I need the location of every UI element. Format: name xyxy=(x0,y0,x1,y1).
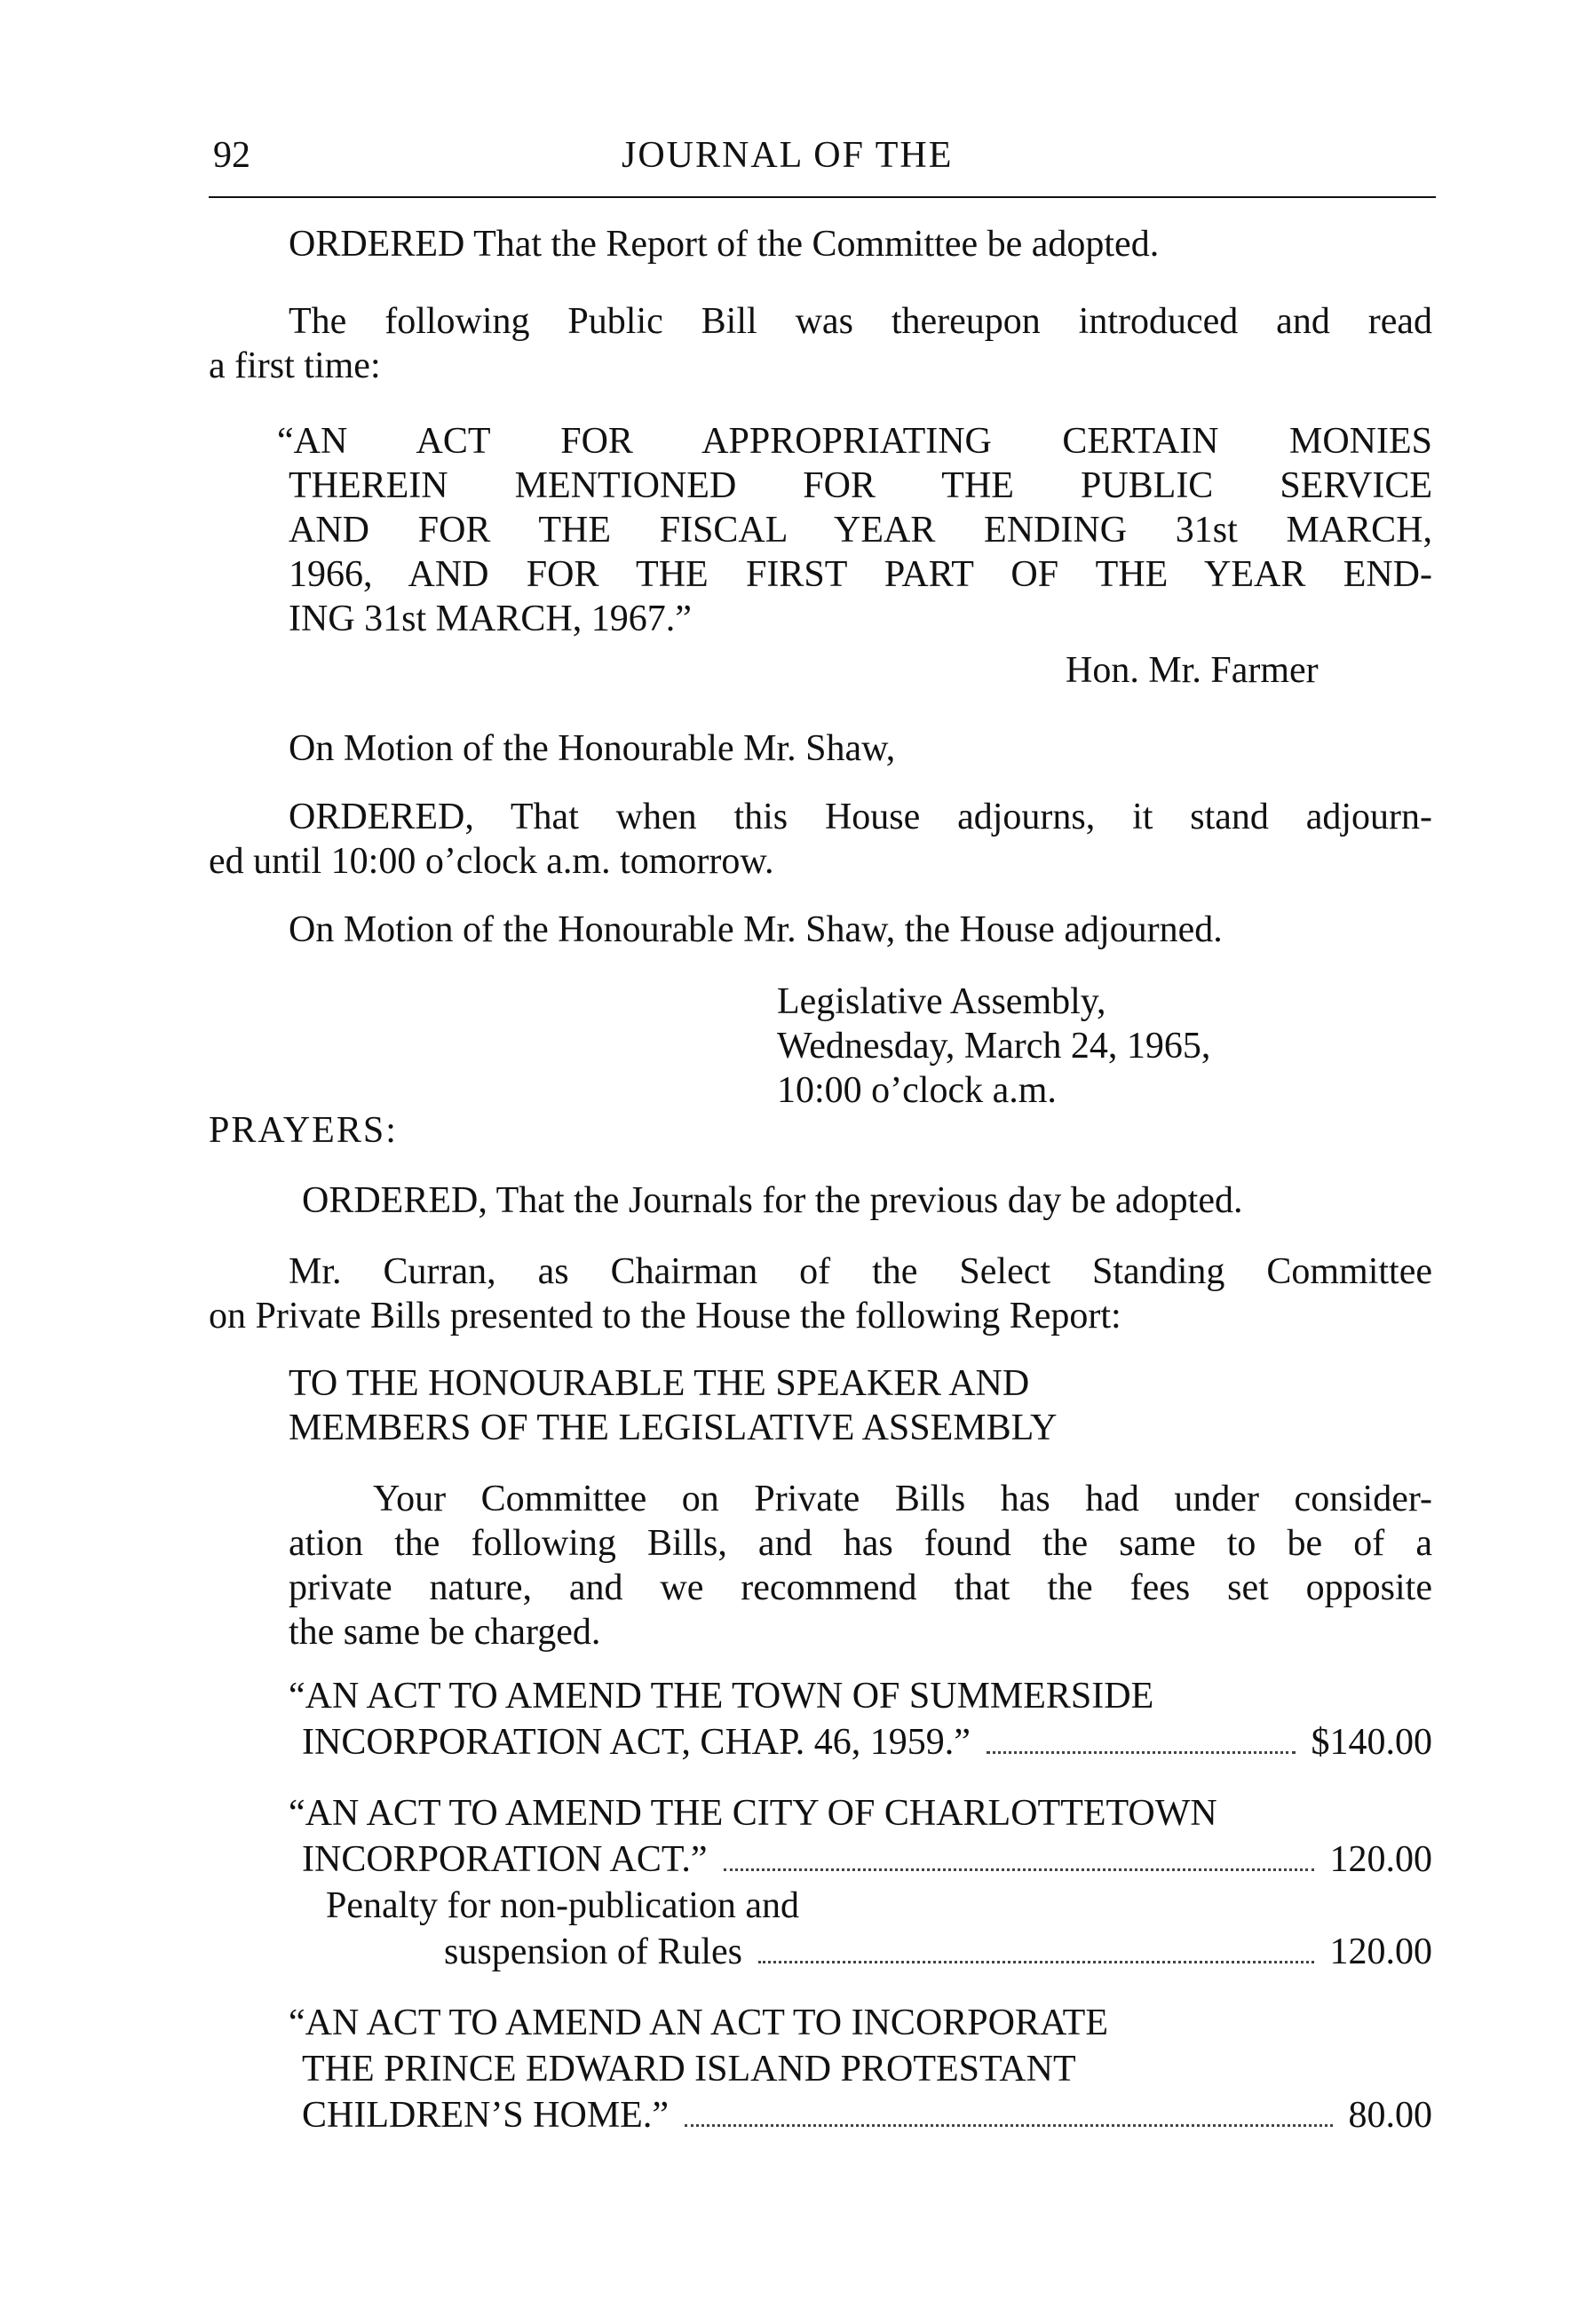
fee-item-row xyxy=(302,1837,1432,1882)
text-line: the same be charged. xyxy=(289,1612,601,1653)
text-line: MEMBERS OF THE LEGISLATIVE ASSEMBLY xyxy=(289,1408,1058,1448)
text-line: ING 31st MARCH, 1967.” xyxy=(289,599,692,639)
text-line: TO THE HONOURABLE THE SPEAKER AND xyxy=(289,1363,1030,1404)
fee-item-row xyxy=(302,2093,1432,2138)
text-line: on Private Bills presented to the House the following Report: xyxy=(209,1296,1121,1336)
fee-item-row xyxy=(302,1720,1432,1765)
motion-paragraph: On Motion of the Honourable Mr. Shaw, xyxy=(289,728,896,769)
fee-item-title: “AN ACT TO AMEND THE TOWN OF SUMMERSIDE xyxy=(289,1676,1154,1717)
ordered-adjourn-paragraph xyxy=(209,795,1432,884)
text-line: Mr. Curran, as Chairman of the Select Standing Committee xyxy=(289,1251,1432,1292)
report-address xyxy=(289,1361,1057,1450)
page-number: 92 xyxy=(213,135,250,176)
fee-item-title: THE PRINCE EDWARD ISLAND PROTESTANT xyxy=(302,2049,1076,2090)
text-line: 10:00 o’clock a.m. xyxy=(777,1070,1057,1111)
leader-dots xyxy=(987,1751,1296,1754)
curran-paragraph xyxy=(209,1249,1432,1338)
text-line: Your Committee on Private Bills has had under consider- xyxy=(373,1479,1432,1519)
running-title: JOURNAL OF THE xyxy=(622,135,954,176)
text-line: AND FOR THE FISCAL YEAR ENDING 31st MARCH, xyxy=(289,510,1432,551)
text-line: Wednesday, March 24, 1965, xyxy=(777,1026,1211,1067)
text-line: THEREIN MENTIONED FOR THE PUBLIC SERVICE xyxy=(289,465,1432,506)
leader-dots xyxy=(685,2124,1333,2127)
fee-item-label: INCORPORATION ACT.” xyxy=(302,1839,708,1880)
bill-title xyxy=(277,419,1432,641)
header-rule xyxy=(209,196,1436,198)
text-line: The following Public Bill was thereupon introduced and read xyxy=(289,301,1432,342)
report-adopted-paragraph: ORDERED That the Report of the Committee be adopted. xyxy=(289,224,1160,265)
text-line: ed until 10:00 o’clock a.m. tomorrow. xyxy=(209,841,774,882)
public-bill-intro xyxy=(209,299,1432,388)
fee-amount: 80.00 xyxy=(1348,2095,1432,2136)
bill-sponsor: Hon. Mr. Farmer xyxy=(1066,650,1319,691)
text-line: ORDERED, That when this House adjourns, it stand adjourn- xyxy=(289,797,1432,837)
leader-dots xyxy=(724,1868,1314,1871)
text-line: 1966, AND FOR THE FIRST PART OF THE YEAR END- xyxy=(289,554,1432,595)
fee-item-label: INCORPORATION ACT, CHAP. 46, 1959.” xyxy=(302,1722,971,1763)
fee-amount: 120.00 xyxy=(1329,1839,1432,1880)
fee-item-title: “AN ACT TO AMEND AN ACT TO INCORPORATE xyxy=(289,2003,1108,2043)
leader-dots xyxy=(758,1961,1314,1963)
text-line: Legislative Assembly, xyxy=(777,981,1106,1022)
fee-item-label: suspension of Rules xyxy=(444,1931,742,1972)
fee-item-label: CHILDREN’S HOME.” xyxy=(302,2095,669,2136)
text-line: ation the following Bills, and has found the same to be of a xyxy=(289,1523,1432,1564)
fee-amount: $140.00 xyxy=(1311,1722,1432,1763)
journals-adopted-paragraph: ORDERED, That the Journals for the previous day be adopted. xyxy=(302,1180,1243,1221)
prayers-heading: PRAYERS: xyxy=(209,1110,398,1151)
sitting-heading xyxy=(777,980,1210,1113)
fee-item-row xyxy=(444,1930,1432,1974)
fee-item-title: Penalty for non-publication and xyxy=(326,1885,800,1926)
house-adjourned-paragraph: On Motion of the Honourable Mr. Shaw, the House adjourned. xyxy=(289,909,1223,950)
fee-amount: 120.00 xyxy=(1329,1931,1432,1972)
text-line: private nature, and we recommend that the fees set opposite xyxy=(289,1567,1432,1608)
text-line: a first time: xyxy=(209,345,381,386)
fee-item-title: “AN ACT TO AMEND THE CITY OF CHARLOTTETOWN xyxy=(289,1793,1217,1834)
report-body xyxy=(289,1477,1432,1654)
text-line: “AN ACT FOR APPROPRIATING CERTAIN MONIES xyxy=(277,421,1432,462)
